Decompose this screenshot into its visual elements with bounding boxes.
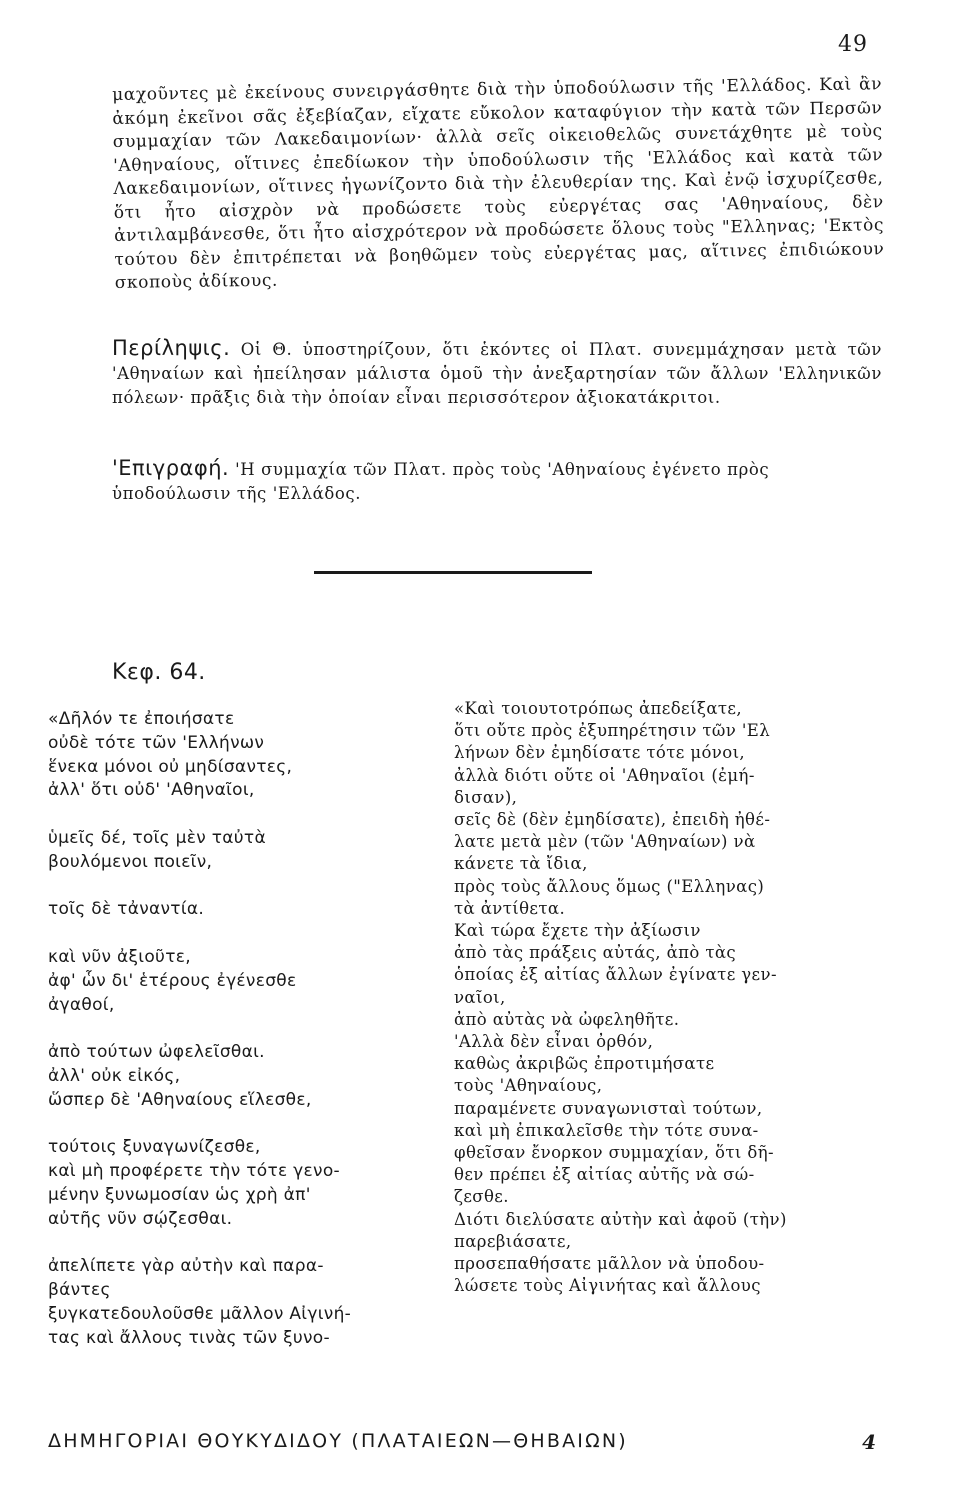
translation-line: Διότι διελύσατε αὐτὴν καὶ ἀφοῦ (τὴν) (454, 1209, 787, 1229)
page-number: 49 (838, 32, 868, 57)
greek-text-line: καὶ μὴ προφέρετε τὴν τότε γενο- (48, 1161, 340, 1182)
line-gap (48, 1113, 438, 1137)
translation-line: σεῖς δὲ (δὲν ἐμηδίσατε), ἐπειδὴ ἠθέ- (454, 810, 771, 830)
greek-text-line: οὐδὲ τότε τῶν 'Ελλήνων (48, 732, 265, 753)
line-gap (48, 922, 438, 946)
translation-line: λήνων δὲν ἐμηδίσατε τότε μόνοι, (454, 743, 746, 763)
translation-line: ἀλλὰ διότι οὔτε οἱ 'Αθηναῖοι (ἐμή- (454, 765, 755, 785)
translation-line: 'Αλλὰ δὲν εἶναι ὀρθόν, (454, 1032, 654, 1052)
greek-text-line: ἀφ' ὧν δι' ἑτέρους ἐγένεσθε (48, 970, 297, 991)
chapter-title: Κεφ. 64. (112, 660, 206, 685)
translation-line: τὰ ἀντίθετα. (454, 898, 566, 918)
inscription-heading: 'Επιγραφή. (112, 456, 230, 480)
translation-line: τοὺς 'Αθηναίους, (454, 1076, 603, 1096)
translation-line: προσεπαθήσατε μᾶλλον νὰ ὑποδου- (454, 1254, 765, 1274)
translation-line: ὅτι οὔτε πρὸς ἐξυπηρέτησιν τῶν 'Ελ (454, 721, 771, 741)
translation-line: ὁποίας ἐξ αἰτίας ἄλλων ἐγίνατε γεν- (454, 965, 777, 985)
translation-line: ζεσθε. (454, 1187, 509, 1207)
sheet-number: 4 (862, 1430, 876, 1454)
greek-text-line: βουλόμενοι ποιεῖν, (48, 851, 213, 872)
greek-text-line: καὶ νῦν ἀξιοῦτε, (48, 946, 191, 967)
intro-paragraph: μαχοῦντες μὲ ἐκείνους συνειργάσθητε διὰ τὴν ὑποδούλωσιν τῆς 'Ελλάδος. Καὶ ἂν ἀκόμη ἐκεῖνοι σᾶς ἐξεβίαζαν, εἴχατε εὔκολον καταφύγιον τὴν κατὰ τῶν Περσῶν συμμαχίαν τῶν Λακεδαιμονίων· ἀλλὰ σεῖς οἰκειοθελῶς συνετάχθητε μὲ τοὺς 'Αθηναίους, οἵτινες ἐπεδίωκον τὴν ὑποδούλωσιν τῆς 'Ελλάδος καὶ κατὰ τῶν Λακεδαιμονίων, οἵτινες ἠγωνίζοντο διὰ τὴν ἐλευθερίαν της. Καὶ ἐνῷ ἰσχυρίζεσθε, ὅτι ἦτο αἰσχρὸν νὰ προδώσετε τοὺς εὐεργέτας σας 'Αθηναίους, δὲν ἀντιλαμβάνεσθε, ὅτι ἦτο αἰσχρότερον νὰ προδώσετε ὅλους τοὺς "Ελληνας; 'Εκτὸς τούτου δὲν ἐπιτρέπεται νὰ βοηθῶμεν τοὺς εὐεργέτας μας, αἵτινες ἐπιδιώκουν σκοποὺς ἀδίκους. (112, 74, 885, 293)
section-divider (314, 571, 592, 574)
greek-text-line: τούτοις ξυναγωνίζεσθε, (48, 1137, 261, 1158)
translation-line: παρεβιάσατε, (454, 1231, 572, 1251)
greek-text-line: ὑμεῖς δέ, τοῖς μὲν ταὐτὰ (48, 827, 266, 848)
inscription-block (112, 456, 882, 506)
greek-text-line: ἀλλ' ὅτι οὐδ' 'Αθηναῖοι, (48, 780, 255, 801)
greek-text-line: ἀπελίπετε γὰρ αὐτὴν καὶ παρα- (48, 1256, 324, 1277)
translation-line: ναῖοι, (454, 987, 506, 1007)
translation-line: καθὼς ἀκριβῶς ἐπροτιμήσατε (454, 1054, 715, 1074)
greek-text-line: ἀπὸ τούτων ὠφελεῖσθαι. (48, 1042, 265, 1063)
translation-line: λώσετε τοὺς Αἰγινήτας καὶ ἄλλους (454, 1276, 761, 1296)
greek-text-line: αὐτῆς νῦν σῴζεσθαι. (48, 1208, 233, 1229)
greek-text-column (48, 708, 438, 1351)
greek-text-line: ὥσπερ δὲ 'Αθηναίους εἵλεσθε, (48, 1089, 312, 1110)
translation-column (454, 698, 882, 1297)
summary-block (112, 336, 882, 410)
line-gap (48, 803, 438, 827)
translation-line: δισαν), (454, 787, 518, 807)
translation-line: φθεῖσαν ἔνορκον συμμαχίαν, ὅτι δῆ- (454, 1143, 775, 1163)
translation-line: πρὸς τοὺς ἄλλους ὅμως ("Ελληνας) (454, 876, 765, 896)
greek-text-line: ἀλλ' οὐκ εἰκός, (48, 1065, 181, 1086)
greek-text-line: τας καὶ ἄλλους τινὰς τῶν ξυνο- (48, 1327, 330, 1348)
greek-text-line: ἀγαθοί, (48, 994, 115, 1015)
book-title-footer: ΔΗΜΗΓΟΡΙΑΙ ΘΟΥΚΥΔΙΔΟΥ (ΠΛΑΤΑΙΕΩΝ—ΘΗΒΑΙΩΝ) (48, 1430, 628, 1452)
translation-line: θεν πρέπει ἐξ αἰτίας αὐτῆς νὰ σώ- (454, 1165, 755, 1185)
greek-text-line: τοῖς δὲ τἀναντία. (48, 899, 205, 920)
greek-text-line: «Δῆλόν τε ἐποιήσατε (48, 709, 235, 729)
summary-text: Οἱ Θ. ὑποστηρίζουν, ὅτι ἑκόντες οἱ Πλατ. συνεμμάχησαν μετὰ τῶν 'Αθηναίων καὶ ἠπείλησαν μάλιστα ὁμοῦ τὴν ἀνεξαρτησίαν τῶν ἄλλων 'Ελληνικῶν πόλεων· πρᾶξις διὰ τὴν ὁποίαν εἶναι περισσότερον ἀξιοκατάκριτοι. (112, 340, 882, 407)
translation-line: καὶ μὴ ἐπικαλεῖσθε τὴν τότε συνα- (454, 1120, 759, 1140)
translation-line: ἀπὸ αὐτὰς νὰ ὠφεληθῆτε. (454, 1009, 680, 1029)
greek-text-line: ξυγκατεδουλοῦσθε μᾶλλον Αἰγινή- (48, 1303, 352, 1324)
translation-line: Καὶ τώρα ἔχετε τὴν ἀξίωσιν (454, 921, 701, 941)
greek-text-line: μένην ξυνωμοσίαν ὡς χρὴ ἀπ' (48, 1184, 311, 1205)
translation-line: «Καὶ τοιουτοτρόπως ἀπεδείξατε, (454, 699, 743, 718)
translation-line: παραμένετε συναγωνισταὶ τούτων, (454, 1098, 763, 1118)
greek-text-line: βάντες (48, 1280, 111, 1301)
summary-heading: Περίληψις. (112, 336, 231, 360)
translation-line: λατε μετὰ μὲν (τῶν 'Αθηναίων) νὰ (454, 832, 756, 852)
line-gap (48, 1232, 438, 1256)
greek-text-line: ἕνεκα μόνοι οὐ μηδίσαντες, (48, 756, 293, 777)
line-gap (48, 875, 438, 899)
translation-line: κάνετε τὰ ἴδια, (454, 854, 588, 874)
line-gap (48, 1017, 438, 1041)
translation-line: ἀπὸ τὰς πράξεις αὐτάς, ἀπὸ τὰς (454, 943, 737, 963)
inscription-text: 'Η συμμαχία τῶν Πλατ. πρὸς τοὺς 'Αθηναίους ἐγένετο πρὸς ὑποδούλωσιν τῆς 'Ελλάδος. (112, 460, 770, 503)
